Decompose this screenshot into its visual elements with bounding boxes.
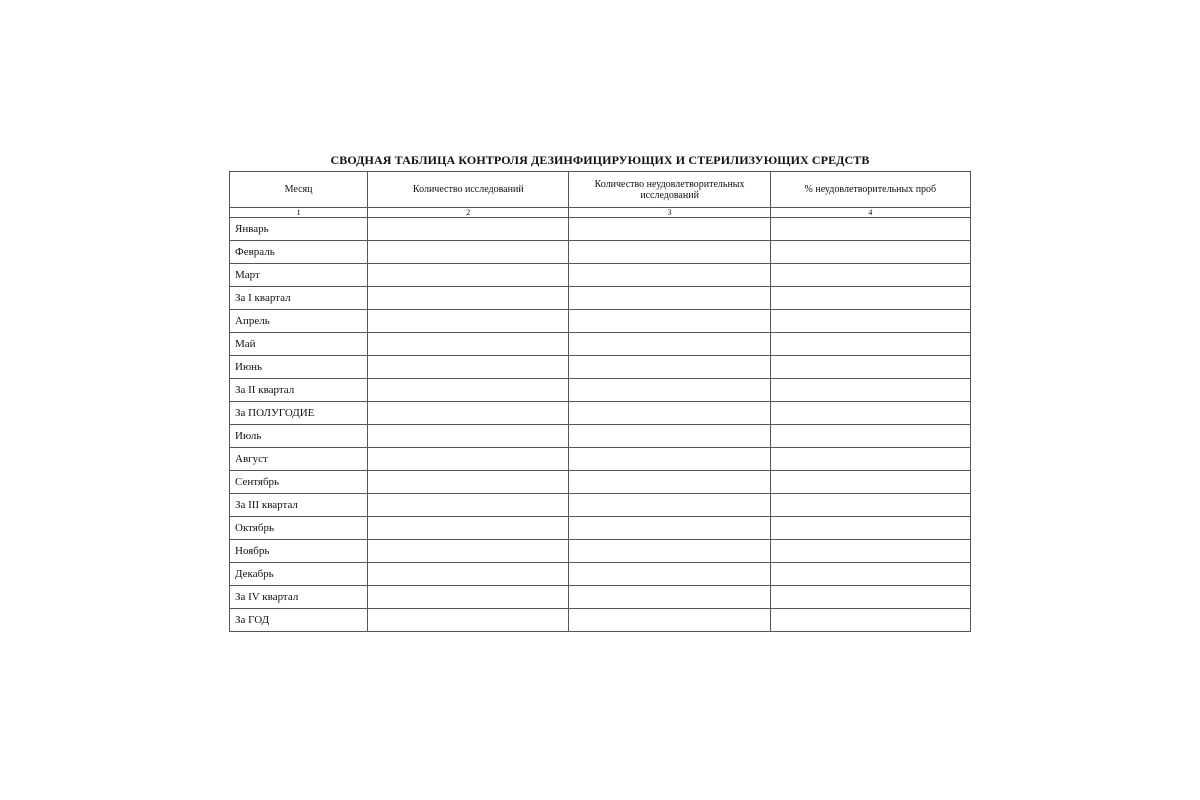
table-cell[interactable] xyxy=(569,310,770,333)
table-row xyxy=(230,356,971,379)
table-cell[interactable] xyxy=(569,609,770,632)
table-cell[interactable] xyxy=(770,264,970,287)
table-cell[interactable] xyxy=(569,517,770,540)
table-cell[interactable] xyxy=(569,241,770,264)
table-cell[interactable] xyxy=(368,563,569,586)
table-cell[interactable] xyxy=(569,471,770,494)
table-row xyxy=(230,333,971,356)
row-label: За I квартал xyxy=(230,287,368,310)
table-cell[interactable] xyxy=(770,241,970,264)
row-label: Январь xyxy=(230,218,368,241)
column-header-month: Месяц xyxy=(230,172,368,208)
table-cell[interactable] xyxy=(770,218,970,241)
table-cell[interactable] xyxy=(770,517,970,540)
table-cell[interactable] xyxy=(368,586,569,609)
table-cell[interactable] xyxy=(569,287,770,310)
table-cell[interactable] xyxy=(770,402,970,425)
row-label: За ГОД xyxy=(230,609,368,632)
row-label: За IV квартал xyxy=(230,586,368,609)
table-cell[interactable] xyxy=(770,425,970,448)
table-cell[interactable] xyxy=(770,448,970,471)
row-label: За II квартал xyxy=(230,379,368,402)
table-row xyxy=(230,310,971,333)
column-number: 1 xyxy=(230,208,368,218)
summary-table xyxy=(229,171,971,632)
table-cell[interactable] xyxy=(368,425,569,448)
table-cell[interactable] xyxy=(770,379,970,402)
table-cell[interactable] xyxy=(569,402,770,425)
table-row xyxy=(230,494,971,517)
row-label: Ноябрь xyxy=(230,540,368,563)
table-cell[interactable] xyxy=(770,563,970,586)
table-cell[interactable] xyxy=(770,471,970,494)
row-label: Декабрь xyxy=(230,563,368,586)
row-label: За ПОЛУГОДИЕ xyxy=(230,402,368,425)
table-cell[interactable] xyxy=(368,609,569,632)
table-cell[interactable] xyxy=(770,287,970,310)
table-cell[interactable] xyxy=(770,609,970,632)
row-label: Июль xyxy=(230,425,368,448)
table-cell[interactable] xyxy=(368,494,569,517)
table-row xyxy=(230,218,971,241)
table-body xyxy=(230,218,971,632)
table-row xyxy=(230,287,971,310)
table-cell[interactable] xyxy=(770,333,970,356)
table-row xyxy=(230,540,971,563)
table-cell[interactable] xyxy=(368,448,569,471)
table-row xyxy=(230,609,971,632)
table-cell[interactable] xyxy=(368,218,569,241)
table-cell[interactable] xyxy=(569,540,770,563)
table-row xyxy=(230,402,971,425)
table-cell[interactable] xyxy=(569,425,770,448)
table-cell[interactable] xyxy=(368,333,569,356)
column-number: 2 xyxy=(368,208,569,218)
table-row xyxy=(230,586,971,609)
row-label: Октябрь xyxy=(230,517,368,540)
table-cell[interactable] xyxy=(368,471,569,494)
table-cell[interactable] xyxy=(770,356,970,379)
column-header-unsatisfactory-percent: % неудовлетворительных проб xyxy=(770,172,970,208)
row-label: Апрель xyxy=(230,310,368,333)
table-cell[interactable] xyxy=(368,540,569,563)
table-cell[interactable] xyxy=(770,310,970,333)
table-cell[interactable] xyxy=(770,494,970,517)
table-cell[interactable] xyxy=(569,586,770,609)
table-cell[interactable] xyxy=(569,356,770,379)
table-cell[interactable] xyxy=(368,264,569,287)
table-row xyxy=(230,241,971,264)
row-label: Сентябрь xyxy=(230,471,368,494)
table-row xyxy=(230,379,971,402)
row-label: Август xyxy=(230,448,368,471)
row-label: За III квартал xyxy=(230,494,368,517)
table-row xyxy=(230,471,971,494)
row-label: Июнь xyxy=(230,356,368,379)
table-cell[interactable] xyxy=(569,448,770,471)
column-header-unsatisfactory-tests: Количество неудовлетворительных исследований xyxy=(569,172,770,208)
row-label: Февраль xyxy=(230,241,368,264)
page-title: СВОДНАЯ ТАБЛИЦА КОНТРОЛЯ ДЕЗИНФИЦИРУЮЩИХ И СТЕРИЛИЗУЮЩИХ СРЕДСТВ xyxy=(330,153,870,167)
column-header-tests: Количество исследований xyxy=(368,172,569,208)
table-cell[interactable] xyxy=(770,586,970,609)
table-cell[interactable] xyxy=(368,310,569,333)
table-cell[interactable] xyxy=(569,563,770,586)
table-row xyxy=(230,517,971,540)
column-number-row xyxy=(230,208,971,218)
table-cell[interactable] xyxy=(368,379,569,402)
table-cell[interactable] xyxy=(569,333,770,356)
row-label: Март xyxy=(230,264,368,287)
table-row xyxy=(230,425,971,448)
column-number: 3 xyxy=(569,208,770,218)
table-cell[interactable] xyxy=(368,356,569,379)
table-cell[interactable] xyxy=(569,218,770,241)
table-row xyxy=(230,563,971,586)
table-row xyxy=(230,448,971,471)
column-number: 4 xyxy=(770,208,970,218)
table-header-row xyxy=(230,172,971,208)
table-cell[interactable] xyxy=(368,517,569,540)
table-cell[interactable] xyxy=(368,402,569,425)
table-cell[interactable] xyxy=(569,494,770,517)
table-cell[interactable] xyxy=(569,379,770,402)
row-label: Май xyxy=(230,333,368,356)
table-row xyxy=(230,264,971,287)
table-cell[interactable] xyxy=(569,264,770,287)
table-cell[interactable] xyxy=(368,287,569,310)
table-cell[interactable] xyxy=(368,241,569,264)
table-cell[interactable] xyxy=(770,540,970,563)
